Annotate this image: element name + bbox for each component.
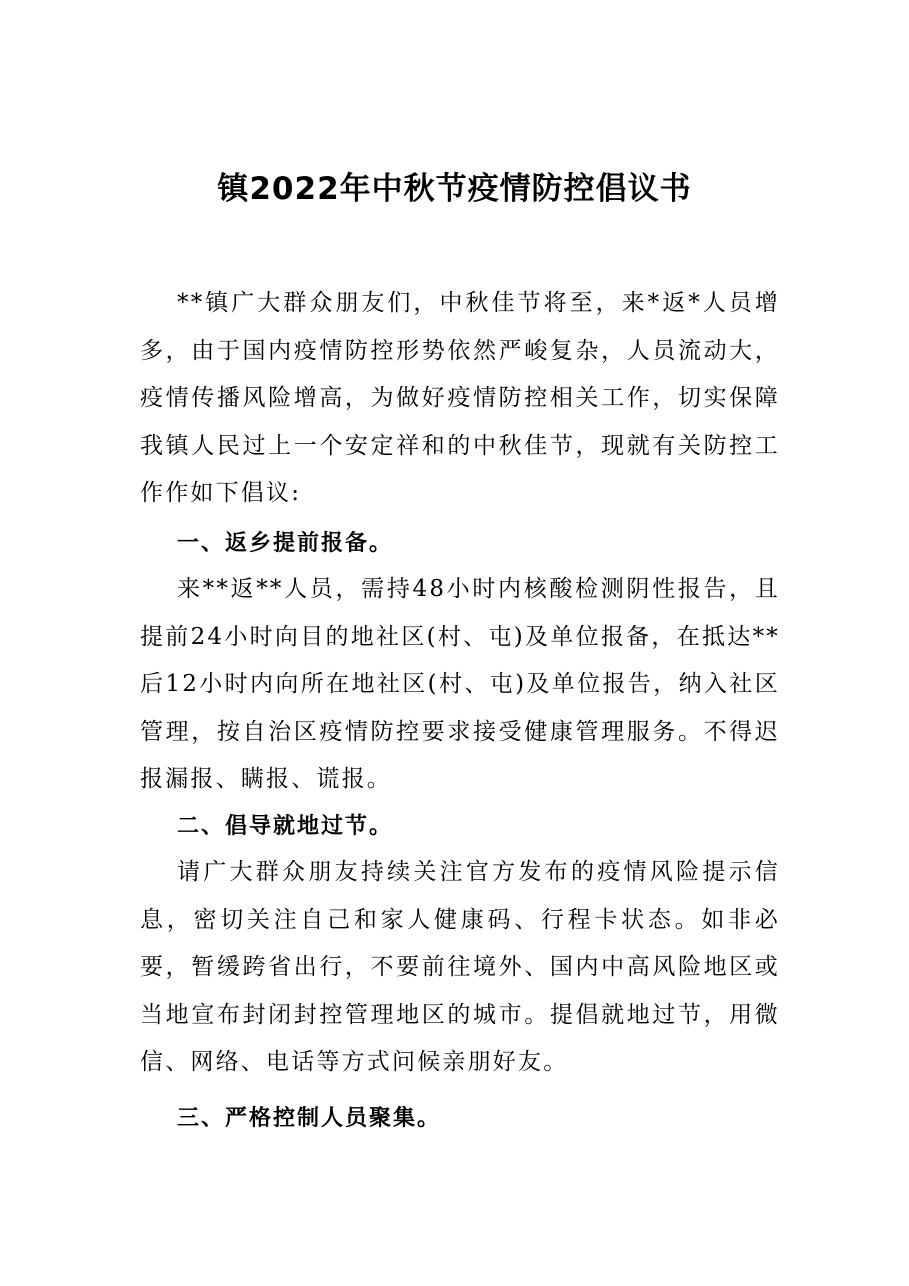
section-heading-1: 一、返乡提前报备。 — [177, 531, 394, 556]
intro-paragraph: **镇广大群众朋友们，中秋佳节将至，来*返*人员增多，由于国内疫情防控形势依然严峻复杂，人员流动大，疫情传播风险增高，为做好疫情防控相关工作，切实保障我镇人民过上一个安定祥和的中秋佳节，现就有关防控工作作如下倡议: — [140, 290, 780, 506]
section-paragraph-1: 来**返**人员，需持48小时内核酸检测阴性报告，且提前24小时向目的地社区(村、屯)及单位报备，在抵达**后12小时内向所在地社区(村、屯)及单位报告，纳入社区管理，按自治区疫情防控要求接受健康管理服务。不得迟报漏报、瞒报、谎报。 — [140, 576, 780, 792]
section-heading-2: 二、倡导就地过节。 — [177, 814, 394, 839]
section-heading-3: 三、严格控制人员聚集。 — [177, 1106, 442, 1131]
document-title: 镇2022年中秋节疫情防控倡议书 — [217, 170, 692, 207]
section-paragraph-2: 请广大群众朋友持续关注官方发布的疫情风险提示信息，密切关注自己和家人健康码、行程卡状态。如非必要，暂缓跨省出行，不要前往境外、国内中高风险地区或当地宣布封闭封控管理地区的城市。提倡就地过节，用微信、网络、电话等方式问候亲朋好友。 — [140, 859, 780, 1075]
